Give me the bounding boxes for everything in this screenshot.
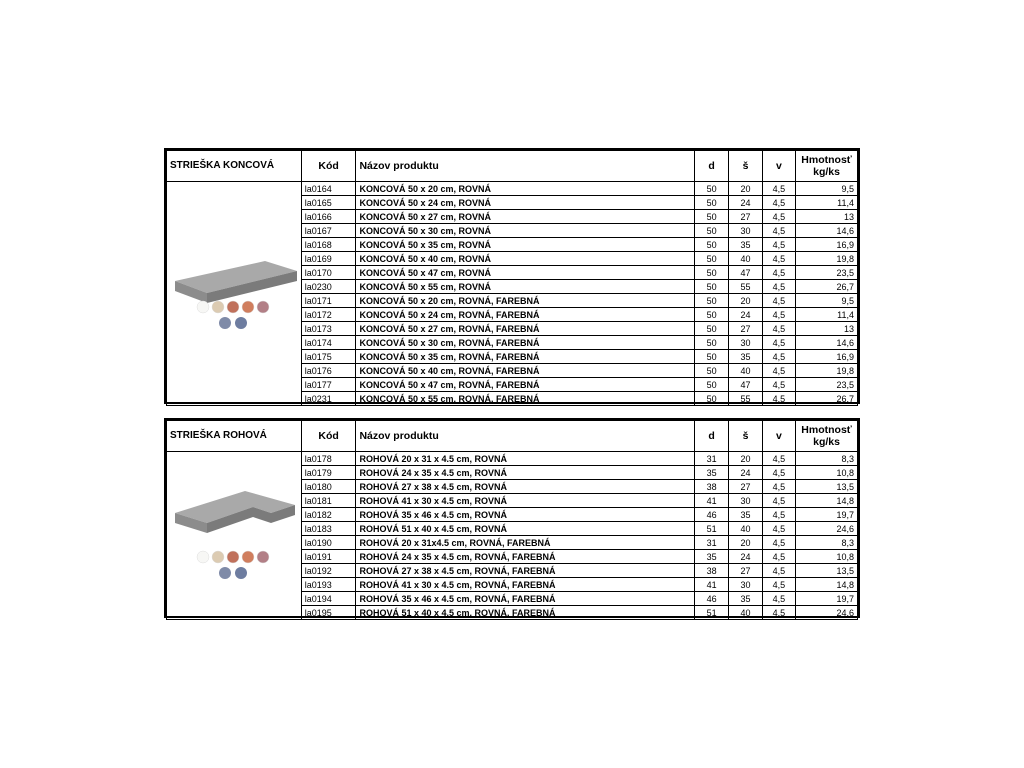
product-code: la0193: [301, 578, 356, 592]
header-name: Názov produktu: [356, 151, 694, 182]
cell-mass: 26,7: [796, 280, 858, 294]
cell-v: 4,5: [762, 266, 795, 280]
product-code: la0194: [301, 592, 356, 606]
product-code: la0180: [301, 480, 356, 494]
cell-s: 27: [729, 564, 762, 578]
product-name: KONCOVÁ 50 x 27 cm, ROVNÁ, FAREBNÁ: [356, 322, 694, 336]
cell-s: 47: [729, 378, 762, 392]
header-d: d: [694, 421, 728, 452]
slab-koncova-illustration: [167, 219, 300, 369]
product-code: la0168: [301, 238, 356, 252]
header-mass-line2: kg/ks: [813, 166, 840, 178]
product-code: la0178: [301, 452, 356, 466]
cell-v: 4,5: [762, 592, 795, 606]
cell-d: 31: [694, 452, 728, 466]
section-title: STRIEŠKA ROHOVÁ: [167, 421, 302, 452]
product-code: la0164: [301, 182, 356, 196]
product-code: la0190: [301, 536, 356, 550]
cell-v: 4,5: [762, 522, 795, 536]
product-name: KONCOVÁ 50 x 30 cm, ROVNÁ: [356, 224, 694, 238]
product-code: la0175: [301, 350, 356, 364]
product-code: la0177: [301, 378, 356, 392]
cell-d: 31: [694, 536, 728, 550]
swatch-mauve-icon: [257, 301, 269, 313]
product-code: la0230: [301, 280, 356, 294]
header-kod: Kód: [301, 421, 356, 452]
product-code: la0166: [301, 210, 356, 224]
cell-mass: 19,8: [796, 252, 858, 266]
cell-mass: 11,4: [796, 196, 858, 210]
header-v: v: [762, 151, 795, 182]
cell-mass: 24,6: [796, 606, 858, 620]
swatch-blue-grey-icon: [219, 317, 231, 329]
cell-v: 4,5: [762, 564, 795, 578]
cell-s: 30: [729, 578, 762, 592]
cell-mass: 24,6: [796, 522, 858, 536]
cell-mass: 14,6: [796, 224, 858, 238]
cell-mass: 23,5: [796, 378, 858, 392]
product-image-koncova: [167, 182, 302, 406]
cell-s: 30: [729, 494, 762, 508]
product-name: KONCOVÁ 50 x 55 cm, ROVNÁ: [356, 280, 694, 294]
cell-d: 50: [694, 266, 728, 280]
cell-v: 4,5: [762, 378, 795, 392]
cell-mass: 11,4: [796, 308, 858, 322]
cell-d: 50: [694, 252, 728, 266]
table-strieska-koncova: [164, 148, 860, 404]
cell-d: 51: [694, 606, 728, 620]
cell-s: 30: [729, 224, 762, 238]
cell-d: 50: [694, 196, 728, 210]
product-name: KONCOVÁ 50 x 35 cm, ROVNÁ: [356, 238, 694, 252]
product-code: la0195: [301, 606, 356, 620]
cell-v: 4,5: [762, 392, 795, 406]
cell-d: 50: [694, 210, 728, 224]
cell-s: 40: [729, 522, 762, 536]
cell-mass: 8,3: [796, 452, 858, 466]
swatch-white-icon: [197, 301, 209, 313]
cell-v: 4,5: [762, 550, 795, 564]
cell-mass: 8,3: [796, 536, 858, 550]
header-name: Názov produktu: [356, 421, 694, 452]
cell-d: 50: [694, 224, 728, 238]
product-code: la0165: [301, 196, 356, 210]
product-name: KONCOVÁ 50 x 40 cm, ROVNÁ: [356, 252, 694, 266]
cell-mass: 19,8: [796, 364, 858, 378]
cell-s: 20: [729, 452, 762, 466]
table-header-row: [167, 421, 858, 452]
product-name: ROHOVÁ 35 x 46 x 4.5 cm, ROVNÁ: [356, 508, 694, 522]
header-kod: Kód: [301, 151, 356, 182]
product-code: la0167: [301, 224, 356, 238]
cell-s: 27: [729, 210, 762, 224]
cell-v: 4,5: [762, 238, 795, 252]
cell-mass: 13,5: [796, 480, 858, 494]
swatch-sand-icon: [212, 301, 224, 313]
slab-rohova-illustration: [167, 461, 300, 611]
cell-mass: 10,8: [796, 550, 858, 564]
cell-d: 38: [694, 564, 728, 578]
product-code: la0176: [301, 364, 356, 378]
cell-d: 35: [694, 466, 728, 480]
table-row: [167, 182, 858, 196]
cell-v: 4,5: [762, 294, 795, 308]
table-row: [167, 452, 858, 466]
cell-v: 4,5: [762, 308, 795, 322]
product-name: ROHOVÁ 41 x 30 x 4.5 cm, ROVNÁ: [356, 494, 694, 508]
swatch-slate-icon: [235, 567, 247, 579]
cell-v: 4,5: [762, 480, 795, 494]
cell-d: 50: [694, 392, 728, 406]
cell-d: 50: [694, 238, 728, 252]
product-name: KONCOVÁ 50 x 20 cm, ROVNÁ: [356, 182, 694, 196]
header-d: d: [694, 151, 728, 182]
cell-d: 50: [694, 308, 728, 322]
cell-s: 35: [729, 592, 762, 606]
cell-d: 50: [694, 322, 728, 336]
cell-mass: 16,9: [796, 350, 858, 364]
cell-s: 55: [729, 392, 762, 406]
product-name: ROHOVÁ 35 x 46 x 4.5 cm, ROVNÁ, FAREBNÁ: [356, 592, 694, 606]
cell-d: 50: [694, 350, 728, 364]
header-mass: [796, 151, 858, 182]
swatch-terracotta-icon: [242, 301, 254, 313]
product-name: ROHOVÁ 20 x 31 x 4.5 cm, ROVNÁ: [356, 452, 694, 466]
cell-s: 24: [729, 550, 762, 564]
cell-s: 30: [729, 336, 762, 350]
product-code: la0179: [301, 466, 356, 480]
product-name: KONCOVÁ 50 x 47 cm, ROVNÁ: [356, 266, 694, 280]
cell-d: 35: [694, 550, 728, 564]
cell-mass: 9,5: [796, 182, 858, 196]
cell-mass: 10,8: [796, 466, 858, 480]
product-code: la0183: [301, 522, 356, 536]
product-name: ROHOVÁ 27 x 38 x 4.5 cm, ROVNÁ: [356, 480, 694, 494]
cell-d: 46: [694, 592, 728, 606]
swatch-white-icon: [197, 551, 209, 563]
cell-d: 50: [694, 280, 728, 294]
cell-d: 51: [694, 522, 728, 536]
swatch-sand-icon: [212, 551, 224, 563]
product-code: la0172: [301, 308, 356, 322]
cell-s: 35: [729, 350, 762, 364]
cell-mass: 13,5: [796, 564, 858, 578]
cell-v: 4,5: [762, 536, 795, 550]
swatch-brick-icon: [227, 551, 239, 563]
cell-v: 4,5: [762, 322, 795, 336]
cell-v: 4,5: [762, 196, 795, 210]
cell-v: 4,5: [762, 364, 795, 378]
cell-mass: 16,9: [796, 238, 858, 252]
product-name: KONCOVÁ 50 x 55 cm, ROVNÁ, FAREBNÁ: [356, 392, 694, 406]
cell-v: 4,5: [762, 606, 795, 620]
cell-mass: 23,5: [796, 266, 858, 280]
cell-s: 24: [729, 466, 762, 480]
cell-mass: 19,7: [796, 508, 858, 522]
product-name: ROHOVÁ 24 x 35 x 4.5 cm, ROVNÁ, FAREBNÁ: [356, 550, 694, 564]
product-code: la0182: [301, 508, 356, 522]
product-name: KONCOVÁ 50 x 35 cm, ROVNÁ, FAREBNÁ: [356, 350, 694, 364]
cell-d: 50: [694, 364, 728, 378]
product-name: KONCOVÁ 50 x 40 cm, ROVNÁ, FAREBNÁ: [356, 364, 694, 378]
product-code: la0191: [301, 550, 356, 564]
cell-mass: 26,7: [796, 392, 858, 406]
section-title: STRIEŠKA KONCOVÁ: [167, 151, 302, 182]
header-mass-line1: Hmotnosť: [801, 154, 852, 166]
table-strieska-rohova: [164, 418, 860, 618]
cell-s: 20: [729, 182, 762, 196]
cell-v: 4,5: [762, 280, 795, 294]
product-name: ROHOVÁ 24 x 35 x 4.5 cm, ROVNÁ: [356, 466, 694, 480]
cell-s: 24: [729, 196, 762, 210]
cell-v: 4,5: [762, 252, 795, 266]
cell-d: 50: [694, 378, 728, 392]
header-mass: [796, 421, 858, 452]
product-code: la0170: [301, 266, 356, 280]
product-name: KONCOVÁ 50 x 30 cm, ROVNÁ, FAREBNÁ: [356, 336, 694, 350]
cell-v: 4,5: [762, 466, 795, 480]
cell-s: 24: [729, 308, 762, 322]
swatch-slate-icon: [235, 317, 247, 329]
cell-v: 4,5: [762, 452, 795, 466]
product-code: la0174: [301, 336, 356, 350]
cell-s: 35: [729, 238, 762, 252]
cell-d: 50: [694, 294, 728, 308]
cell-s: 47: [729, 266, 762, 280]
product-name: ROHOVÁ 41 x 30 x 4.5 cm, ROVNÁ, FAREBNÁ: [356, 578, 694, 592]
product-name: ROHOVÁ 51 x 40 x 4.5 cm, ROVNÁ: [356, 522, 694, 536]
cell-d: 46: [694, 508, 728, 522]
cell-s: 55: [729, 280, 762, 294]
swatch-blue-grey-icon: [219, 567, 231, 579]
table-header-row: [167, 151, 858, 182]
header-v: v: [762, 421, 795, 452]
swatch-mauve-icon: [257, 551, 269, 563]
cell-d: 38: [694, 480, 728, 494]
cell-v: 4,5: [762, 224, 795, 238]
product-name: ROHOVÁ 20 x 31x4.5 cm, ROVNÁ, FAREBNÁ: [356, 536, 694, 550]
cell-mass: 14,8: [796, 578, 858, 592]
header-mass-line2: kg/ks: [813, 436, 840, 448]
product-name: ROHOVÁ 27 x 38 x 4.5 cm, ROVNÁ, FAREBNÁ: [356, 564, 694, 578]
product-name: KONCOVÁ 50 x 27 cm, ROVNÁ: [356, 210, 694, 224]
cell-mass: 14,6: [796, 336, 858, 350]
cell-mass: 9,5: [796, 294, 858, 308]
cell-s: 20: [729, 536, 762, 550]
cell-mass: 19,7: [796, 592, 858, 606]
cell-s: 40: [729, 252, 762, 266]
header-mass-line1: Hmotnosť: [801, 424, 852, 436]
cell-d: 50: [694, 336, 728, 350]
product-name: KONCOVÁ 50 x 24 cm, ROVNÁ: [356, 196, 694, 210]
cell-s: 35: [729, 508, 762, 522]
cell-s: 40: [729, 364, 762, 378]
product-name: KONCOVÁ 50 x 20 cm, ROVNÁ, FAREBNÁ: [356, 294, 694, 308]
product-image-rohova: [167, 452, 302, 620]
cell-v: 4,5: [762, 578, 795, 592]
product-code: la0169: [301, 252, 356, 266]
product-name: ROHOVÁ 51 x 40 x 4.5 cm, ROVNÁ, FAREBNÁ: [356, 606, 694, 620]
cell-mass: 13: [796, 322, 858, 336]
cell-v: 4,5: [762, 508, 795, 522]
product-name: KONCOVÁ 50 x 47 cm, ROVNÁ, FAREBNÁ: [356, 378, 694, 392]
cell-v: 4,5: [762, 210, 795, 224]
cell-s: 40: [729, 606, 762, 620]
cell-mass: 13: [796, 210, 858, 224]
product-name: KONCOVÁ 50 x 24 cm, ROVNÁ, FAREBNÁ: [356, 308, 694, 322]
swatch-brick-icon: [227, 301, 239, 313]
product-code: la0192: [301, 564, 356, 578]
cell-mass: 14,8: [796, 494, 858, 508]
product-code: la0171: [301, 294, 356, 308]
product-code: la0173: [301, 322, 356, 336]
cell-d: 50: [694, 182, 728, 196]
cell-d: 41: [694, 578, 728, 592]
product-code: la0231: [301, 392, 356, 406]
product-code: la0181: [301, 494, 356, 508]
cell-v: 4,5: [762, 494, 795, 508]
cell-v: 4,5: [762, 182, 795, 196]
cell-s: 27: [729, 480, 762, 494]
header-s: š: [729, 151, 762, 182]
swatch-terracotta-icon: [242, 551, 254, 563]
cell-s: 20: [729, 294, 762, 308]
cell-s: 27: [729, 322, 762, 336]
cell-d: 41: [694, 494, 728, 508]
cell-v: 4,5: [762, 336, 795, 350]
cell-v: 4,5: [762, 350, 795, 364]
header-s: š: [729, 421, 762, 452]
